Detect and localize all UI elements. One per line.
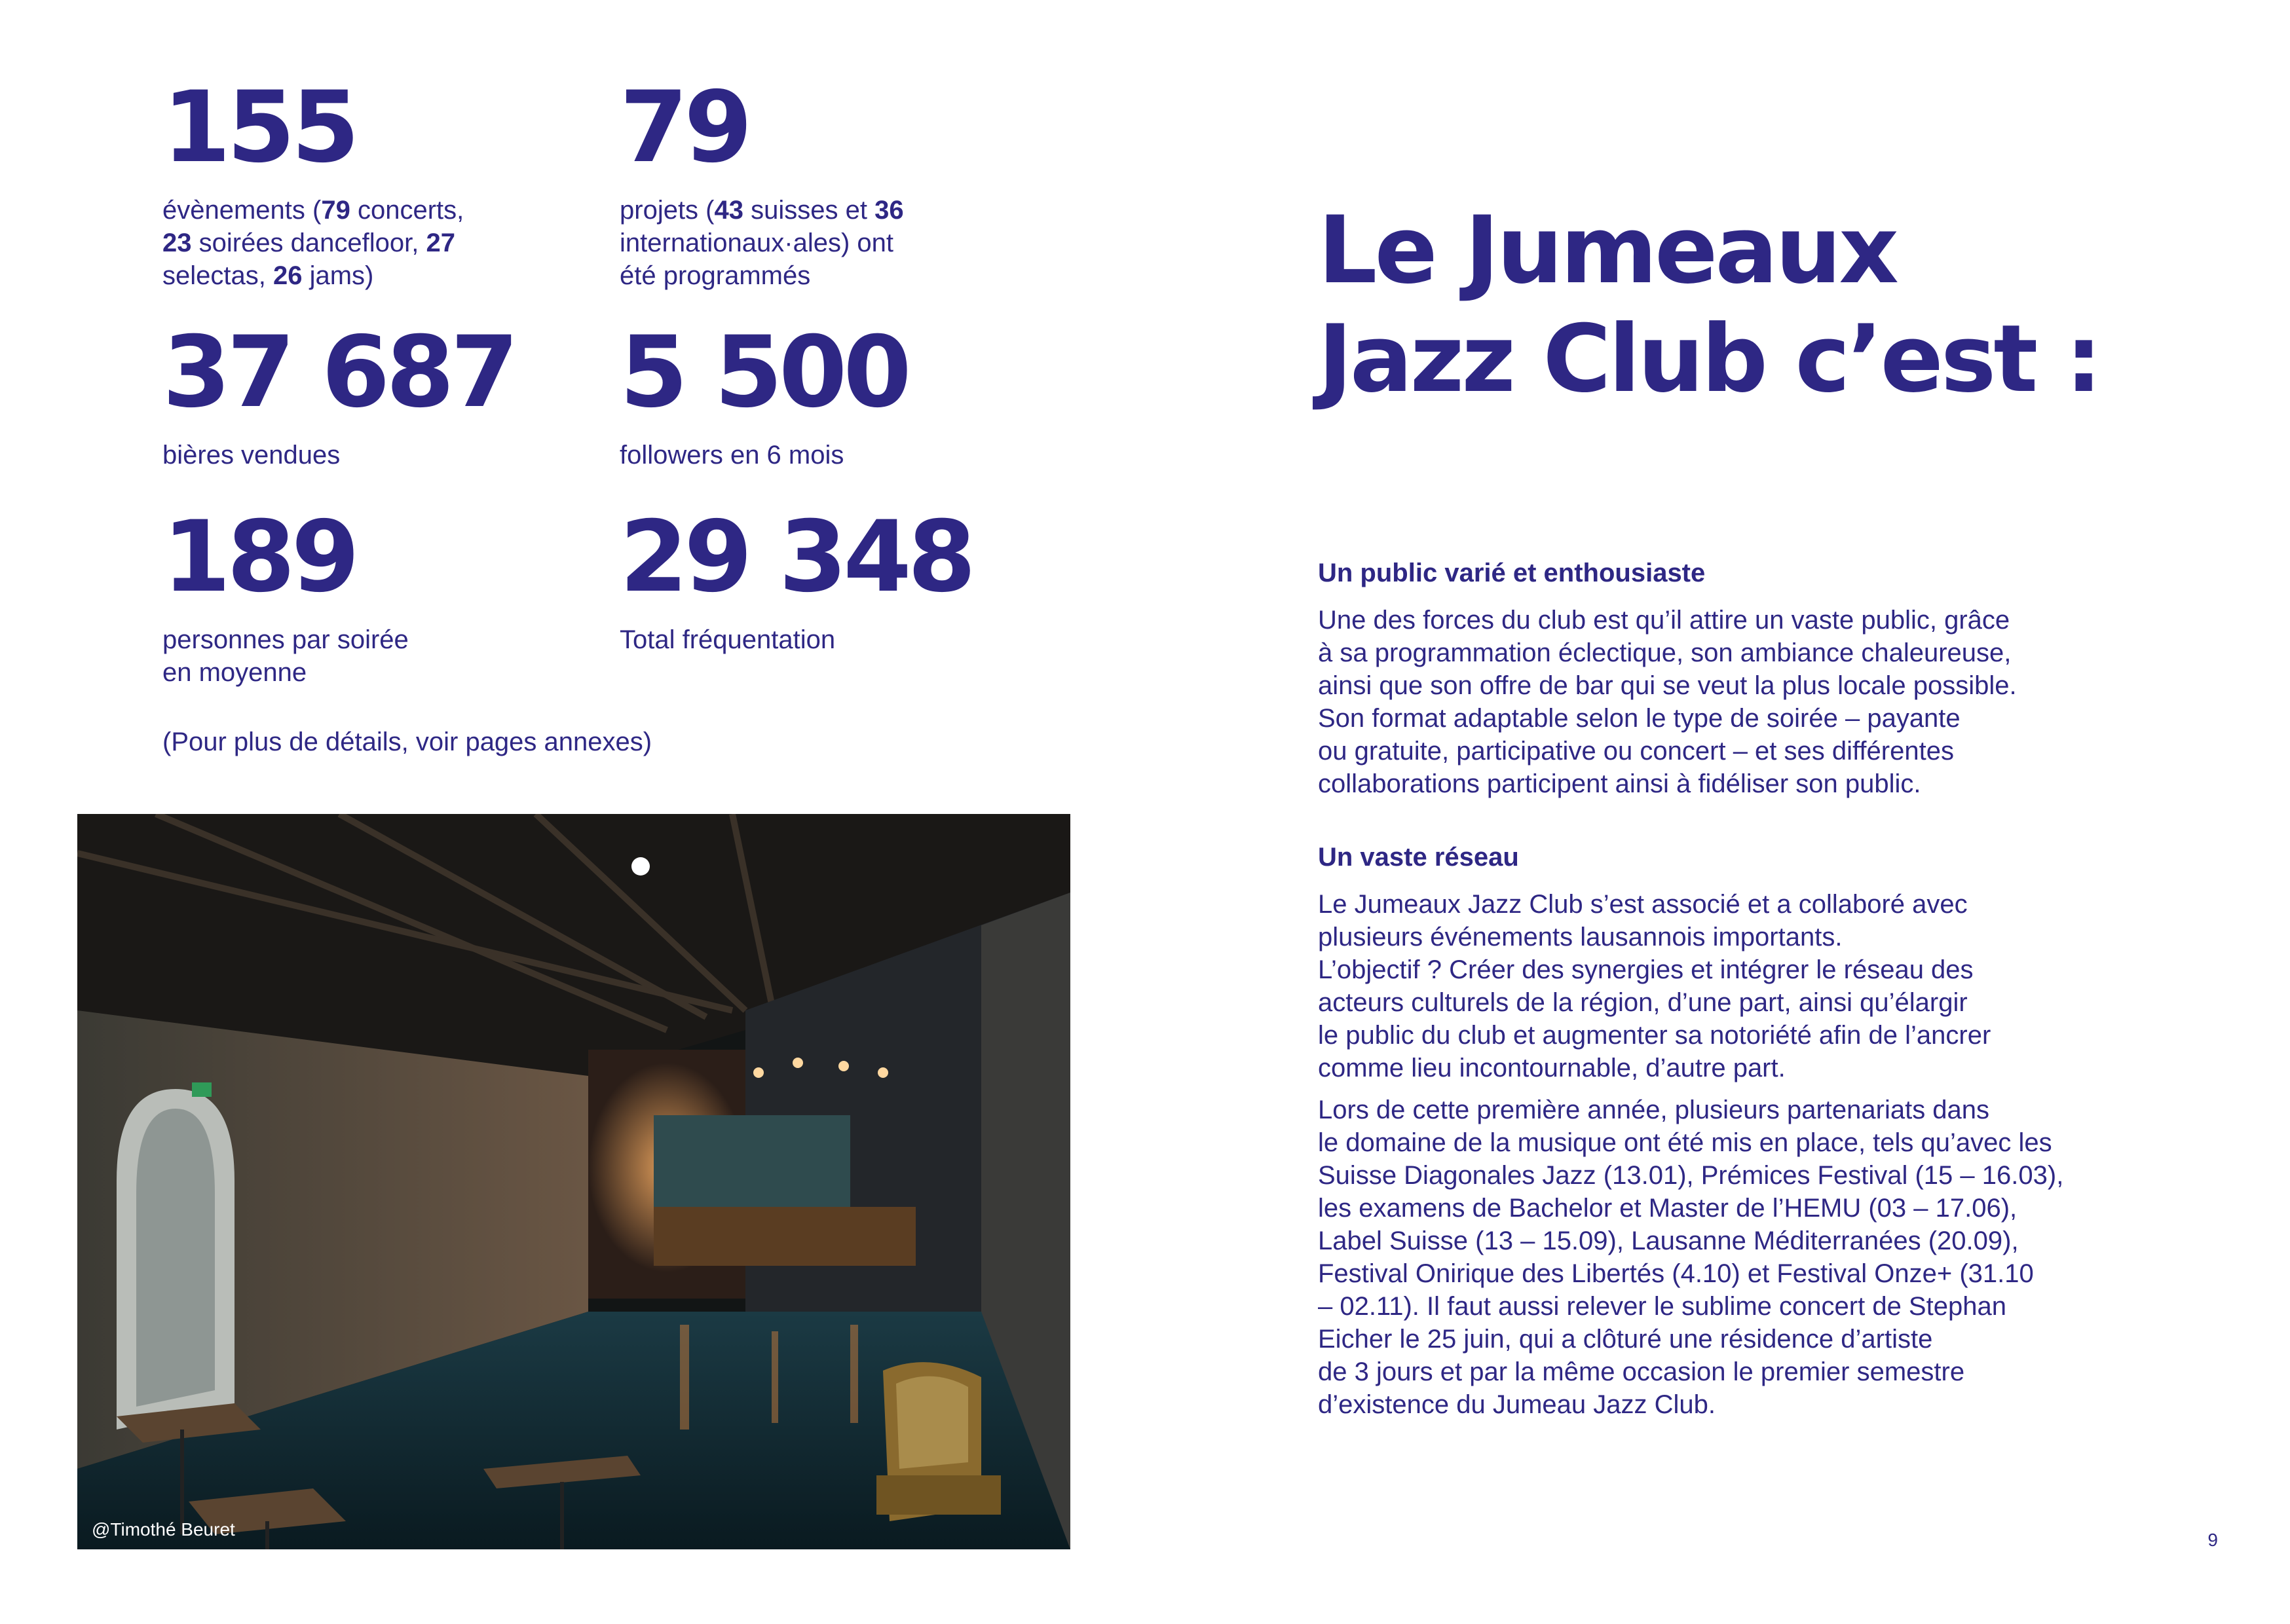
stat-description: projets (43 suisses et 36 internationaux·ales) ont été programmés xyxy=(620,196,904,290)
club-photo xyxy=(77,814,1070,1549)
text-line: Son format adaptable selon le type de soirée – payante xyxy=(1318,704,1961,733)
text-line: Suisse Diagonales Jazz (13.01), Prémices Festival (15 – 16.03), xyxy=(1318,1161,2064,1190)
text-line: comme lieu incontournable, d’autre part. xyxy=(1318,1054,1786,1082)
stat-projects xyxy=(620,71,904,292)
text-line: Lors de cette première année, plusieurs partenariats dans xyxy=(1318,1096,1990,1124)
title-line: Le Jumeaux xyxy=(1318,196,1896,304)
stat-description: évènements (79 concerts, 23 soirées dancefloor, 27 selectas, 26 jams) xyxy=(162,196,464,290)
text-line: de 3 jours et par la même occasion le premier semestre xyxy=(1318,1357,1965,1386)
page-title xyxy=(1318,196,2100,414)
page-number: 9 xyxy=(2207,1530,2218,1550)
section-paragraph xyxy=(1318,1094,2169,1421)
stat-attendance-total xyxy=(620,500,973,656)
text-line: à sa programmation éclectique, son ambiance chaleureuse, xyxy=(1318,638,2012,667)
stat-description: Total fréquentation xyxy=(620,625,836,654)
stat-number: 189 xyxy=(162,500,356,614)
section-paragraph xyxy=(1318,604,2169,800)
section-title: Un public varié et enthousiaste xyxy=(1318,559,1706,587)
stat-description: personnes par soirée en moyenne xyxy=(162,625,409,687)
text-line: d’existence du Jumeau Jazz Club. xyxy=(1318,1390,1716,1419)
section-title: Un vaste réseau xyxy=(1318,843,1519,872)
stat-beers xyxy=(162,316,516,471)
stat-events xyxy=(162,71,464,292)
text-line: acteurs culturels de la région, d’une part, ainsi qu’élargir xyxy=(1318,988,1968,1017)
stat-number: 37 687 xyxy=(162,316,516,430)
stat-description: bières vendues xyxy=(162,441,341,470)
text-line: Le Jumeaux Jazz Club s’est associé et a collaboré avec xyxy=(1318,890,1968,919)
stat-number: 155 xyxy=(162,71,356,185)
title-line: Jazz Club c’est : xyxy=(1318,305,2100,413)
text-line: plusieurs événements lausannois importants. xyxy=(1318,923,1843,951)
stat-number: 29 348 xyxy=(620,500,973,614)
text-line: les examens de Bachelor et Master de l’HEMU (03 – 17.06), xyxy=(1318,1194,2018,1223)
text-line: collaborations participent ainsi à fidéliser son public. xyxy=(1318,769,1921,798)
photo-credit: @Timothé Beuret xyxy=(92,1519,235,1540)
text-line: le public du club et augmenter sa notoriété afin de l’ancrer xyxy=(1318,1021,1991,1050)
stat-number: 5 500 xyxy=(620,316,908,430)
annex-note: (Pour plus de détails, voir pages annexes) xyxy=(162,728,652,756)
section-network xyxy=(1318,841,2169,1430)
text-line: – 02.11). Il faut aussi relever le sublime concert de Stephan xyxy=(1318,1292,2006,1321)
stat-description: followers en 6 mois xyxy=(620,441,844,470)
text-line: ou gratuite, participative ou concert – et ses différentes xyxy=(1318,737,1954,766)
stat-followers xyxy=(620,316,908,471)
stat-number: 79 xyxy=(620,71,749,185)
text-line: Label Suisse (13 – 15.09), Lausanne Méditerranées (20.09), xyxy=(1318,1227,2019,1255)
text-line: ainsi que son offre de bar qui se veut la plus locale possible. xyxy=(1318,671,2017,700)
club-interior-image xyxy=(77,814,1070,1549)
section-audience xyxy=(1318,557,2169,809)
section-paragraph xyxy=(1318,888,2169,1084)
text-line: Festival Onirique des Libertés (4.10) et Festival Onze+ (31.10 xyxy=(1318,1259,2034,1288)
text-line: le domaine de la musique ont été mis en place, tels qu’avec les xyxy=(1318,1128,2052,1157)
stat-attendance-avg xyxy=(162,500,409,689)
text-line: Eicher le 25 juin, qui a clôturé une résidence d’artiste xyxy=(1318,1325,1933,1354)
text-line: L’objectif ? Créer des synergies et intégrer le réseau des xyxy=(1318,955,1974,984)
text-line: Une des forces du club est qu’il attire un vaste public, grâce xyxy=(1318,606,2010,635)
